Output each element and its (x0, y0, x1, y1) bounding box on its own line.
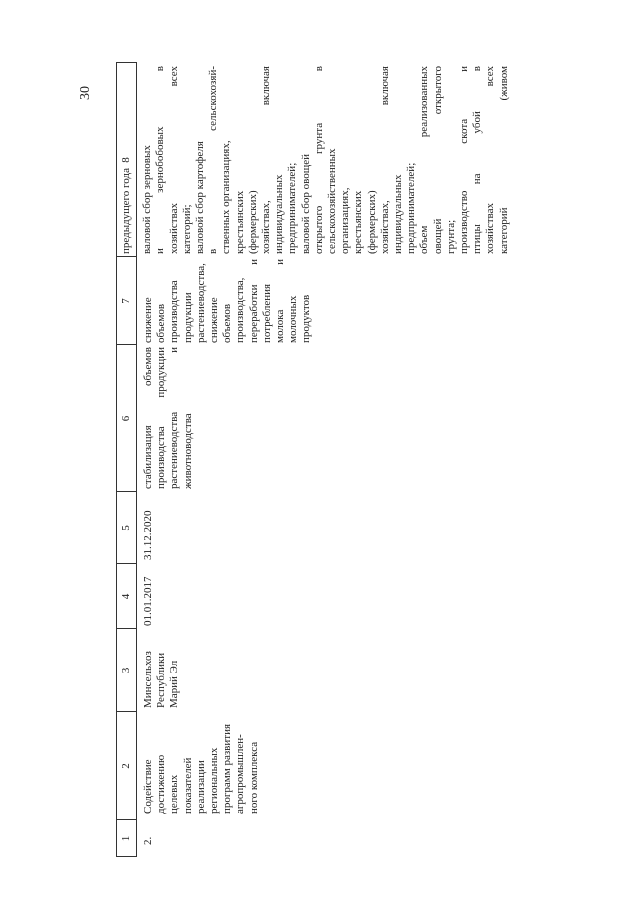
indicator-line: (фермерских) (246, 190, 259, 254)
indicator-line: валовой сбор картофеля (194, 141, 207, 254)
consequence-line: снижение (208, 297, 221, 343)
header-col-2: 2 (120, 763, 132, 769)
event-name-line: целевых (168, 774, 181, 814)
indicator-line: предпринимателей; (286, 162, 299, 254)
consequence-line: продуктов (300, 294, 313, 343)
executor-line: Республики (155, 652, 168, 708)
executor (142, 630, 182, 708)
indicator-line: овощей открытого (431, 66, 444, 254)
event-name-line: Содействие (142, 759, 154, 814)
expected-result-line: растениеводства и (168, 347, 181, 489)
header-col-4: 4 (120, 593, 132, 600)
header-col-3: 3 (120, 667, 132, 674)
expected-result-line: производства продукции (155, 347, 168, 489)
header-col-5: 5 (120, 525, 132, 531)
indicator-line: категорий (живом (497, 66, 510, 254)
event-name-line: программ развития (221, 723, 234, 814)
consequence-line: объемов (155, 303, 168, 343)
indicator-line: индивидуальных (273, 174, 286, 254)
consequence-line: растениеводства, (194, 263, 207, 343)
consequence-line: снижение (142, 297, 154, 343)
header-col-1: 1 (120, 835, 132, 842)
event-name-line: ного комплекса (247, 741, 260, 814)
event-name-line: показателей (181, 757, 194, 814)
program-table (116, 62, 601, 857)
consequence-line: продукции (181, 292, 194, 343)
consequence-line: переработки и (247, 259, 260, 343)
expected-result-line: стабилизация объемов (142, 347, 154, 489)
indicator-line: хозяйствах, включая (260, 66, 273, 254)
table-top-border (116, 62, 117, 857)
consequence-line: производства (168, 280, 181, 343)
header-col-8: 8 (120, 157, 132, 163)
table-sheet (116, 62, 601, 857)
event-name-line: агропромышлен- (234, 734, 247, 814)
indicator-line: открытого грунта в (312, 66, 325, 254)
indicator-line: сельскохозяйственных (326, 148, 339, 254)
linked-indicators (120, 66, 511, 254)
start-date: 01.01.2017 (142, 576, 154, 626)
consequence-line: объемов (221, 303, 234, 343)
indicator-line: объем реализованных (418, 66, 431, 254)
indicator-line: категорий; (180, 204, 193, 254)
header-col-7: 7 (120, 298, 132, 304)
indicator-line: хозяйствах всех (484, 66, 497, 254)
end-date: 31.12.2020 (142, 510, 154, 560)
indicator-line: производство скота и (458, 66, 471, 254)
indicator-line: предпринимателей; (405, 162, 418, 254)
indicator-line: организациях, (339, 187, 352, 254)
consequence-line: молочных (287, 295, 300, 343)
header-col-6: 6 (120, 415, 132, 422)
indicator-line: крестьянских (352, 190, 365, 254)
indicator-line: хозяйствах, включая (378, 66, 391, 254)
indicator-line: грунта; (444, 219, 457, 254)
executor-line: Минсельхоз (142, 651, 154, 708)
indicator-line: предыдущего года (120, 168, 132, 254)
indicator-line: птицы на убой в (471, 66, 484, 254)
page-number: 30 (78, 86, 93, 100)
event-name (142, 714, 261, 814)
indicator-line: индивидуальных (392, 174, 405, 254)
indicator-line: в сельскохозяй- (207, 66, 220, 254)
event-name-line: достижению (155, 754, 168, 814)
consequence-line: потребления (260, 283, 273, 343)
indicator-line: валовой сбор зерновых (141, 145, 154, 254)
expected-result-line: животноводства (181, 413, 194, 489)
indicator-line: хозяйствах всех (167, 66, 180, 254)
event-name-line: региональных (208, 747, 221, 814)
executor-line: Марий Эл (168, 660, 181, 708)
indicator-line: валовой сбор овощей (299, 154, 312, 254)
indicator-line: (фермерских) (365, 190, 378, 254)
indicator-line: ственных организациях, (220, 140, 233, 254)
indicator-line: и зернобобовых в (154, 66, 167, 254)
expected-result (142, 347, 195, 489)
consequence-line: молока и (274, 259, 287, 343)
non-implementation-consequences (142, 259, 314, 343)
row-number: 2. (142, 836, 154, 845)
event-name-line: реализации (194, 760, 207, 814)
indicator-line: крестьянских (233, 190, 246, 254)
consequence-line: производства, (234, 277, 247, 343)
